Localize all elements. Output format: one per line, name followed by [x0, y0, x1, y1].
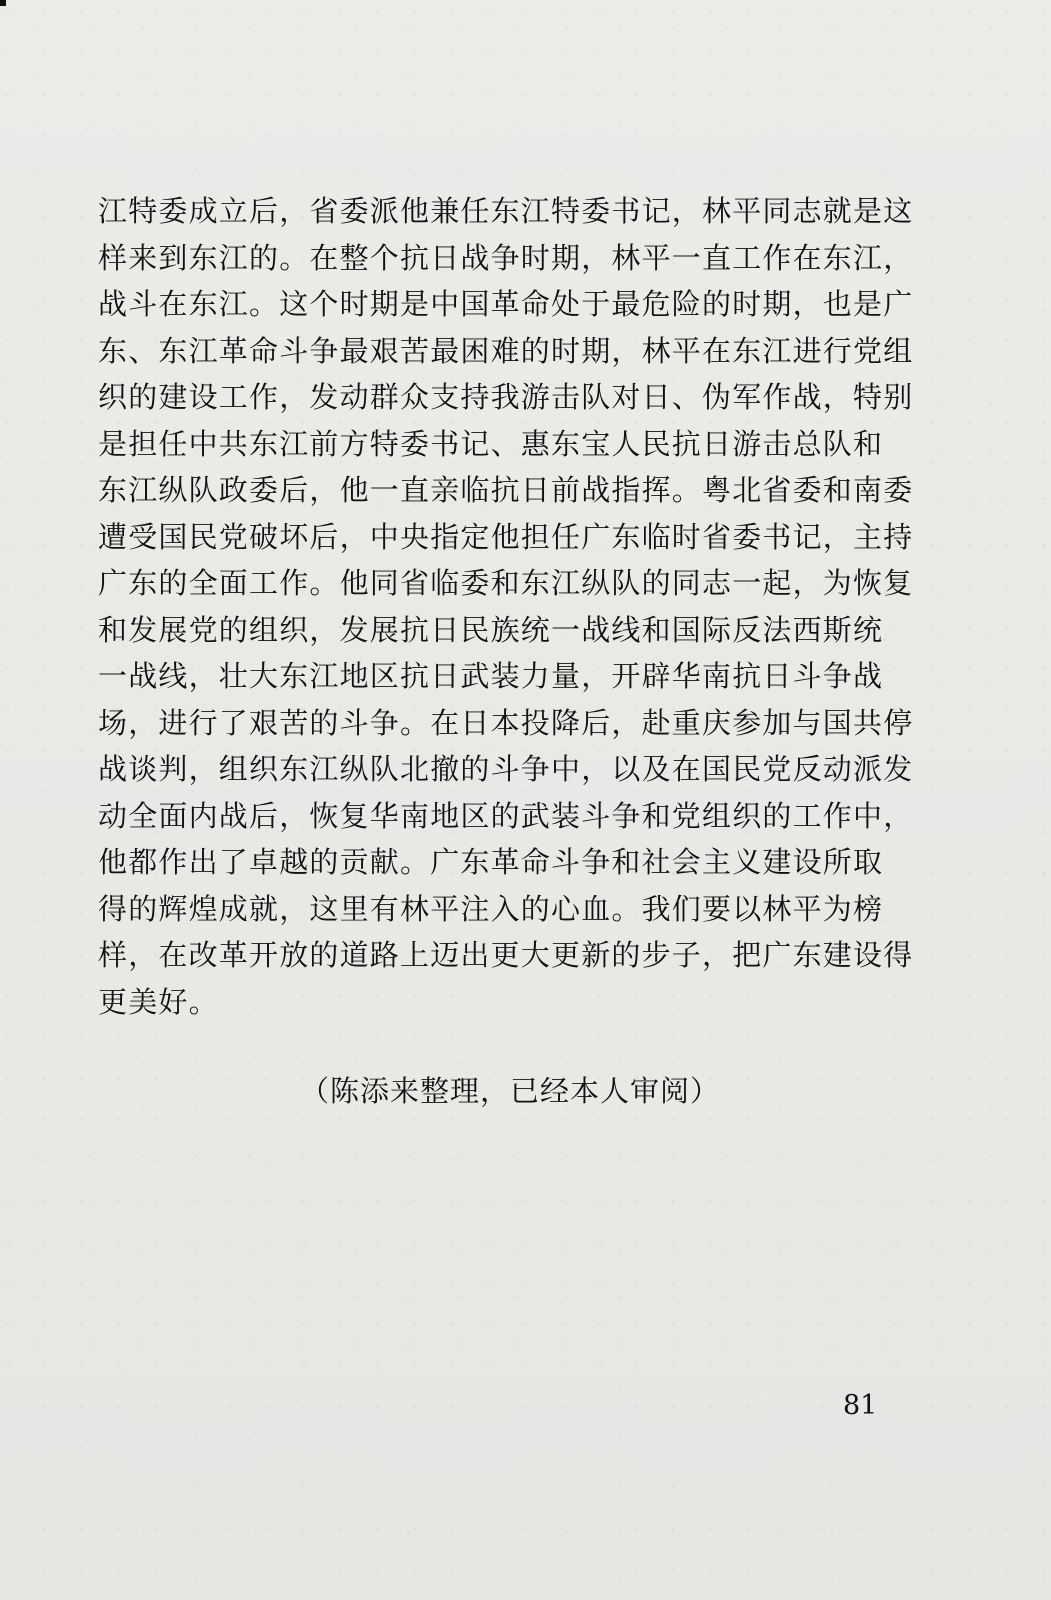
- text-line: 一战线，壮大东江地区抗日武装力量，开辟华南抗日斗争战: [98, 659, 884, 693]
- text-line: 江特委成立后，省委派他兼任东江特委书记，林平同志就是这: [98, 194, 914, 228]
- text-line: 和发展党的组织，发展抗日民族统一战线和国际反法西斯统: [98, 612, 884, 647]
- text-line: 遭受国民党破坏后，中央指定他担任广东临时省委书记，主持: [98, 519, 914, 554]
- text-line: 东、东江革命斗争最艰苦最困难的时期，林平在东江进行党组: [98, 333, 914, 368]
- text-line: 样来到东江的。在整个抗日战争时期，林平一直工作在东江，: [98, 240, 914, 275]
- text-line: 织的建设工作，发动群众支持我游击队对日、伪军作战，特别: [98, 380, 914, 414]
- text-line: 样，在改革开放的道路上迈出更大更新的步子，把广东建设得: [98, 938, 914, 972]
- page-number: 81: [843, 1390, 878, 1421]
- body-paragraph: [98, 188, 914, 1025]
- text-line: 他都作出了卓越的贡献。广东革命斗争和社会主义建设所取: [98, 845, 884, 879]
- text-line: 场，进行了艰苦的斗争。在日本投降后，赴重庆参加与国共停: [98, 705, 914, 740]
- text-line: 战斗在东江。这个时期是中国革命处于最危险的时期，也是广: [98, 287, 914, 321]
- scan-corner-mark: [0, 0, 6, 6]
- text-line: 更美好。: [98, 984, 219, 1019]
- text-line: 是担任中共东江前方特委书记、惠东宝人民抗日游击总队和: [98, 426, 884, 461]
- text-line: 动全面内战后，恢复华南地区的武装斗争和党组织的工作中，: [98, 798, 914, 833]
- editor-credit: （陈添来整理，已经本人审阅）: [300, 1074, 721, 1108]
- text-line: 得的辉煌成就，这里有林平注入的心血。我们要以林平为榜: [98, 891, 884, 926]
- text-line: 战谈判，组织东江纵队北撤的斗争中，以及在国民党反动派发: [98, 752, 914, 786]
- text-line: 广东的全面工作。他同省临委和东江纵队的同志一起，为恢复: [98, 566, 914, 600]
- text-line: 东江纵队政委后，他一直亲临抗日前战指挥。粤北省委和南委: [98, 473, 914, 507]
